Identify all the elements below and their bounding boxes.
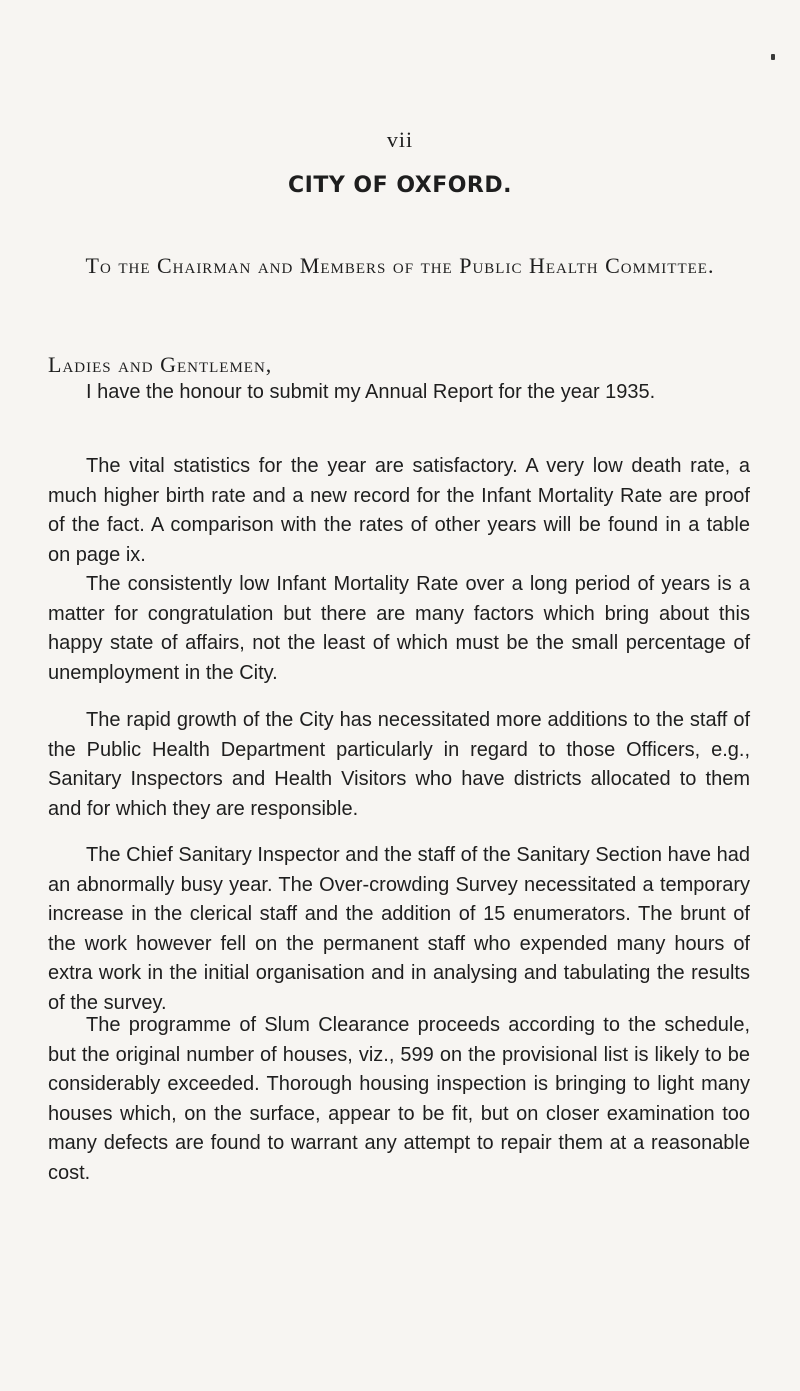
paragraph-infant-mortality: The consistently low Infant Mortality Rate over a long period of years is a matter for congratulation but there are many factors which bring about this happy state of affairs, not the least of which must be the small percentage of unemployment in the City. xyxy=(48,573,750,684)
page-number: vii xyxy=(386,127,414,152)
salutation: Ladies and Gentlemen, xyxy=(48,352,273,377)
paragraph-vital-statistics: The vital statistics for the year are satisfactory. A very low death rate, a much higher birth rate and a new record for the Infant Mortality Rate are proof of the fact. A comparison with the rates of other years will be found in a table on page ix. xyxy=(48,455,750,566)
print-mark xyxy=(771,54,775,60)
paragraph-staff-growth: The rapid growth of the City has necessitated more additions to the staff of the Public Health Department particularly in regard to those Officers, e.g., Sanitary Inspectors and Health Visitors who have districts allocated to them and for which they are responsible. xyxy=(48,709,750,820)
addressee-line: To the Chairman and Members of the Public Health Committee. xyxy=(85,253,715,278)
paragraph-sanitary-section: The Chief Sanitary Inspector and the staff of the Sanitary Section have had an abnormally busy year. The Over-crowding Survey necessitated a temporary increase in the clerical staff and the addition of 15 enumerators. The brunt of the work however fell on the permanent staff who expended many hours of extra work in the initial organisation and in analysing and tabulating the results of the survey. xyxy=(48,844,750,1014)
document-title: CITY OF OXFORD. xyxy=(288,173,512,198)
paragraph-slum-clearance: The programme of Slum Clearance proceeds according to the schedule, but the original number of houses, viz., 599 on the provisional list is likely to be considerably exceeded. Thorough housing inspection is bringing to light many houses which, on the surface, appear to be fit, but on closer examination too many defects are found to warrant any attempt to repair them at a reasonable cost. xyxy=(48,1014,750,1184)
paragraph-report-submission: I have the honour to submit my Annual Report for the year 1935. xyxy=(86,381,656,403)
